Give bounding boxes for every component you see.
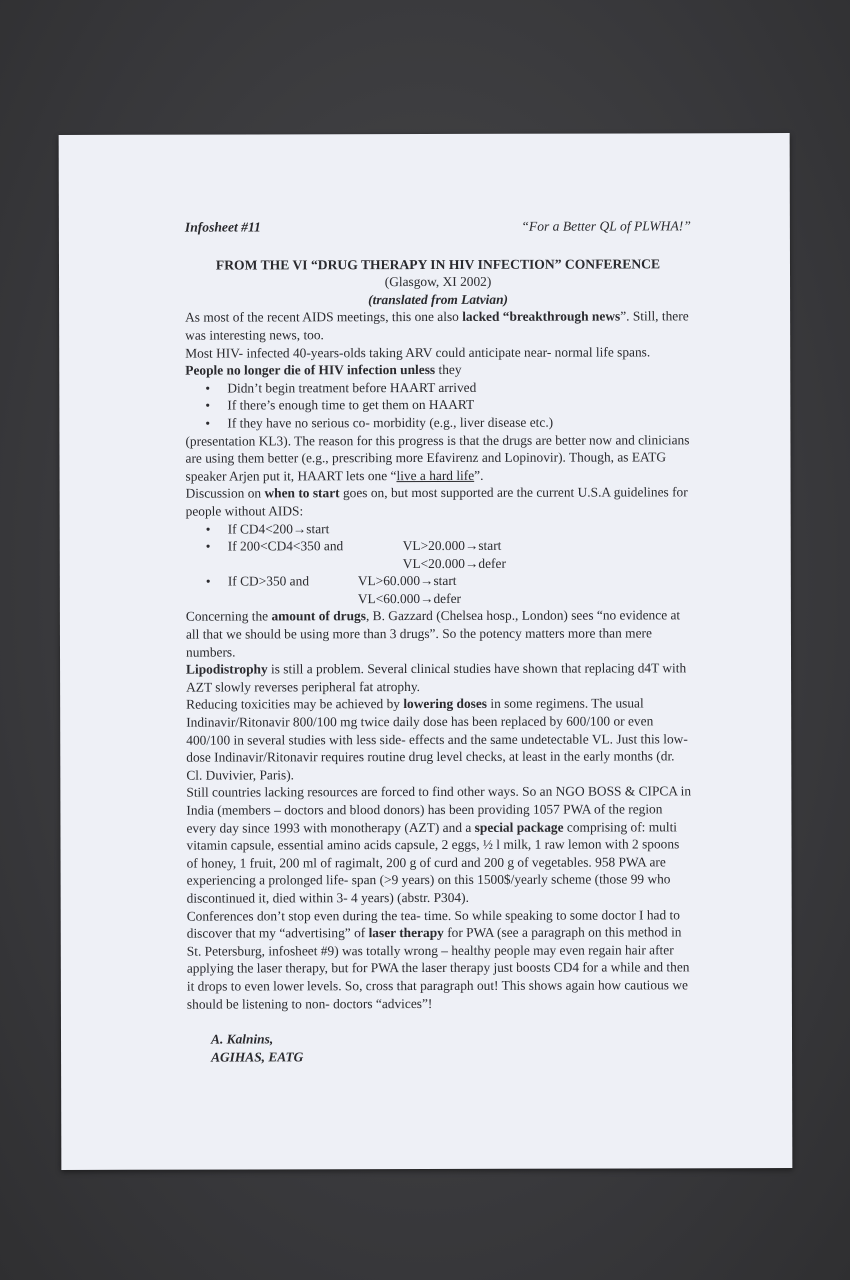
start-criteria-list-2 [186,572,692,591]
paper-sheet [59,133,793,1170]
criterion-cd-above-350: • If CD>350 and VL>60.000→start [186,572,692,591]
header-slogan: “For a Better QL of PLWHA!” [521,218,691,234]
list-item: • If they have no serious co- morbidity (e.g., liver disease etc.) [185,413,691,432]
paragraph-special-package: Still countries lacking resources are forced to find other ways. So an NGO BOSS & CIPCA in India (members – doctors and blood donors) has been providing 1057 PWA of the region every day since 1993 with monotherapy (AZT) and a special package comprising of: multi vitamin capsule, essential amino acids capsule, 2 eggs, ½ l milk, 1 raw lemon with 2 spoons of honey, 1 fruit, 200 ml of ragimalt, 200 g of curd and 200 g of vegetables. 958 PWA are experiencing a prolonged life- span (>9 years) on this 1500$/yearly scheme (those 99 who discontinued it, died within 3- 4 years) (abstr. P304). [186,783,692,906]
paragraph-intro: As most of the recent AIDS meetings, this one also lacked “breakthrough news”. Still, there was interesting news, too. [185,308,689,343]
paragraph-when-to-start: Discussion on when to start goes on, but most supported are the current U.S.A guidelines for people without AIDS: [185,484,688,519]
paragraph-lipodistrophy: Lipodistrophy is still a problem. Several clinical studies have shown that replacing d4T with AZT slowly reverses peripheral fat atrophy. [186,660,687,695]
conditions-list [185,378,691,432]
criterion-vl-defer-2: VL<60.000→defer [357,590,462,607]
document-content [185,217,693,1066]
paragraph-life-spans: Most HIV- infected 40-years-olds taking ARV could anticipate near- normal life spans. People no longer die of HIV infection unless they [185,343,651,378]
infosheet-number: Infosheet #11 [184,219,261,235]
list-item: • Didn’t begin treatment before HAART arrived [185,378,691,397]
conference-location: (Glasgow, XI 2002) [384,274,492,290]
paragraph-lowering-doses: Reducing toxicities may be achieved by lowering doses in some regimens. The usual Indinavir/Ritonavir 800/100 mg twice daily dose has been replaced by 600/100 or even 400/100 in several studies with less side- effects and the same undetectable VL. Just this low- dose Indinavir/Ritonavir requires routine drug level checks, at least in the early months (dr. Cl. Duvivier, Paris). [186,695,688,783]
paragraph-progress: (presentation KL3). The reason for this progress is that the drugs are better now and clinicians are using them better (e.g., prescribing more Efavirenz and Lopinovir). Though, as EATG speaker Arjen put it, HAART lets one “live a hard life”. [185,431,690,484]
signature [187,1029,693,1066]
document-title: FROM THE VI “DRUG THERAPY IN HIV INFECTION” CONFERENCE [215,255,661,273]
criterion-cd4-below-200: • If CD4<200→start [186,519,692,538]
author-name: A. Kalnins, [210,1031,274,1047]
criterion-cd4-200-350: • If 200<CD4<350 and VL>20.000→start [186,536,692,555]
translation-note: (translated from Latvian) [368,291,509,307]
document-header [185,217,691,236]
list-item: • If there’s enough time to get them on HAART [185,396,691,415]
criterion-vl-defer-1: VL<20.000→defer [402,555,506,571]
author-organization: AGIHAS, EATG [211,1049,304,1065]
paragraph-laser-therapy: Conferences don’t stop even during the tea- time. So while speaking to some doctor I had to discover that my “advertising” of laser therapy for PWA (see a paragraph on this method in St. Petersburg, infosheet #9) was totally wrong – healthy people may even regain hair after applying the laser therapy, but for PWA the laser therapy just boosts CD4 for a while and then it drops to even lower levels. So, cross that paragraph out! This shows again how cautious we should be listening to non- doctors “advices”! [186,906,690,1012]
start-criteria-list [186,519,692,556]
paragraph-amount-of-drugs: Concerning the amount of drugs, B. Gazzard (Chelsea hosp., London) sees “no evidence at all that we should be using more than 3 drugs”. So the potency matters more than mere numbers. [185,607,681,660]
